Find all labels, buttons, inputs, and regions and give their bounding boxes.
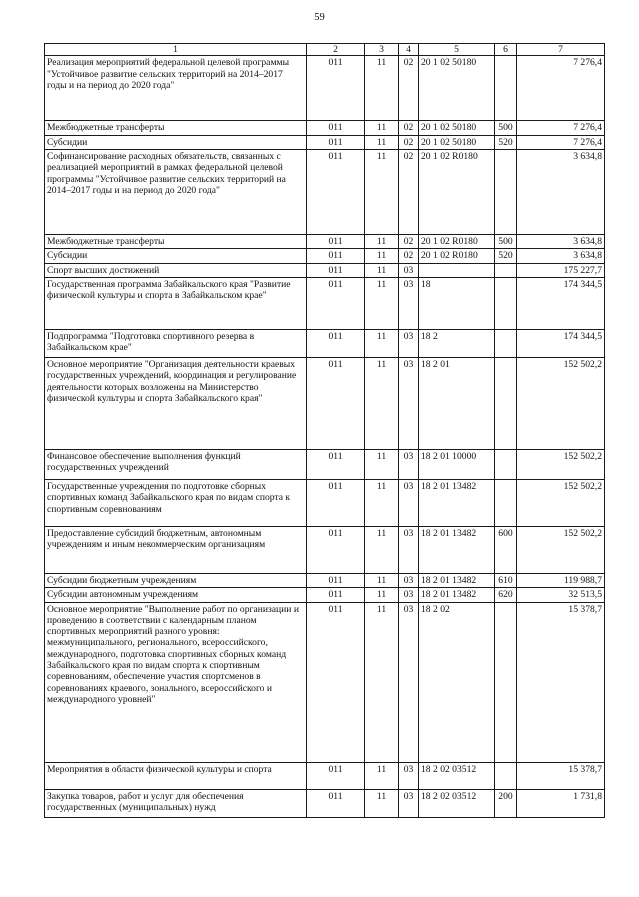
row-name-cell: Основное мероприятие "Организация деятельности краевых государственных учреждений, координация и регулирование деятельности которых возложены на Министерство физической культуры и спорта Забайкальского края"	[45, 357, 307, 449]
row-code-cell: 011	[307, 526, 365, 573]
row-vr-cell	[495, 449, 517, 479]
row-vr-cell: 520	[495, 249, 517, 263]
row-amount-cell: 119 988,7	[517, 573, 605, 587]
row-amount-cell: 3 634,8	[517, 234, 605, 248]
row-vr-cell: 500	[495, 234, 517, 248]
row-csr-cell: 20 1 02 R0180	[419, 249, 495, 263]
row-code-cell: 011	[307, 602, 365, 762]
row-code-cell: 011	[307, 277, 365, 329]
row-section-cell: 11	[365, 526, 399, 573]
row-csr-cell: 18	[419, 277, 495, 329]
row-amount-cell: 174 344,5	[517, 277, 605, 329]
row-vr-cell	[495, 56, 517, 121]
table-row	[45, 762, 605, 789]
row-vr-cell: 610	[495, 573, 517, 587]
row-csr-cell	[419, 263, 495, 277]
row-subsection-cell: 02	[399, 249, 419, 263]
row-amount-cell: 7 276,4	[517, 121, 605, 135]
row-name-cell: Государственная программа Забайкальского края "Развитие физической культуры и спорта в Забайкальском крае"	[45, 277, 307, 329]
row-name-cell: Субсидии бюджетным учреждениям	[45, 573, 307, 587]
row-amount-cell: 3 634,8	[517, 149, 605, 234]
row-code-cell: 011	[307, 149, 365, 234]
row-section-cell: 11	[365, 602, 399, 762]
table-header-row	[45, 44, 605, 56]
row-vr-cell	[495, 263, 517, 277]
row-code-cell: 011	[307, 789, 365, 817]
row-csr-cell: 20 1 02 50180	[419, 56, 495, 121]
row-name-cell: Финансовое обеспечение выполнения функций государственных учреждений	[45, 449, 307, 479]
table-row	[45, 263, 605, 277]
table-row	[45, 357, 605, 449]
col-code-header: 2	[307, 44, 365, 56]
table-row	[45, 789, 605, 817]
row-vr-cell: 520	[495, 135, 517, 149]
row-csr-cell: 18 2 01 13482	[419, 588, 495, 602]
row-csr-cell: 18 2 02 03512	[419, 789, 495, 817]
row-section-cell: 11	[365, 121, 399, 135]
row-csr-cell: 18 2 02	[419, 602, 495, 762]
row-amount-cell: 152 502,2	[517, 449, 605, 479]
col-subsection-header: 4	[399, 44, 419, 56]
row-code-cell: 011	[307, 588, 365, 602]
row-amount-cell: 175 227,7	[517, 263, 605, 277]
row-vr-cell	[495, 357, 517, 449]
row-code-cell: 011	[307, 329, 365, 357]
col-amount-header: 7	[517, 44, 605, 56]
row-name-cell: Мероприятия в области физической культуры и спорта	[45, 762, 307, 789]
row-code-cell: 011	[307, 573, 365, 587]
row-csr-cell: 20 1 02 50180	[419, 135, 495, 149]
table-row	[45, 602, 605, 762]
table-row	[45, 449, 605, 479]
row-amount-cell: 15 378,7	[517, 762, 605, 789]
row-section-cell: 11	[365, 357, 399, 449]
row-name-cell: Спорт высших достижений	[45, 263, 307, 277]
row-csr-cell: 18 2 01	[419, 357, 495, 449]
row-section-cell: 11	[365, 234, 399, 248]
row-subsection-cell: 03	[399, 329, 419, 357]
table-row	[45, 573, 605, 587]
col-vr-header: 6	[495, 44, 517, 56]
col-csr-header: 5	[419, 44, 495, 56]
col-name-header: 1	[45, 44, 307, 56]
row-vr-cell: 620	[495, 588, 517, 602]
row-section-cell: 11	[365, 263, 399, 277]
row-code-cell: 011	[307, 121, 365, 135]
row-section-cell: 11	[365, 249, 399, 263]
row-name-cell: Межбюджетные трансферты	[45, 121, 307, 135]
table-row	[45, 526, 605, 573]
row-subsection-cell: 03	[399, 263, 419, 277]
row-code-cell: 011	[307, 135, 365, 149]
row-amount-cell: 1 731,8	[517, 789, 605, 817]
row-code-cell: 011	[307, 263, 365, 277]
row-code-cell: 011	[307, 234, 365, 248]
row-amount-cell: 152 502,2	[517, 479, 605, 526]
row-code-cell: 011	[307, 762, 365, 789]
page-number: 59	[314, 12, 325, 23]
row-section-cell: 11	[365, 789, 399, 817]
row-name-cell: Софинансирование расходных обязательств, связанных с реализацией мероприятий в рамках федеральной целевой программы "Устойчивое развитие сельских территорий на 2014–2017 годы и на период до 2020 года"	[45, 149, 307, 234]
row-subsection-cell: 02	[399, 135, 419, 149]
row-name-cell: Подпрограмма "Подготовка спортивного резерва в Забайкальском крае"	[45, 329, 307, 357]
row-subsection-cell: 02	[399, 121, 419, 135]
row-amount-cell: 32 513,5	[517, 588, 605, 602]
row-name-cell: Реализация мероприятий федеральной целевой программы "Устойчивое развитие сельских территорий на 2014–2017 годы и на период до 2020 года"	[45, 56, 307, 121]
row-vr-cell	[495, 149, 517, 234]
row-csr-cell: 20 1 02 R0180	[419, 149, 495, 234]
row-code-cell: 011	[307, 249, 365, 263]
row-subsection-cell: 03	[399, 449, 419, 479]
row-code-cell: 011	[307, 449, 365, 479]
row-section-cell: 11	[365, 277, 399, 329]
row-vr-cell	[495, 602, 517, 762]
row-csr-cell: 18 2	[419, 329, 495, 357]
row-csr-cell: 20 1 02 50180	[419, 121, 495, 135]
table-row	[45, 277, 605, 329]
row-csr-cell: 18 2 01 10000	[419, 449, 495, 479]
row-subsection-cell: 03	[399, 789, 419, 817]
row-subsection-cell: 03	[399, 762, 419, 789]
row-amount-cell: 7 276,4	[517, 135, 605, 149]
row-code-cell: 011	[307, 56, 365, 121]
row-vr-cell	[495, 277, 517, 329]
row-subsection-cell: 02	[399, 56, 419, 121]
row-vr-cell: 200	[495, 789, 517, 817]
row-subsection-cell: 02	[399, 149, 419, 234]
row-csr-cell: 20 1 02 R0180	[419, 234, 495, 248]
row-section-cell: 11	[365, 56, 399, 121]
row-subsection-cell: 03	[399, 277, 419, 329]
table-row	[45, 149, 605, 234]
row-amount-cell: 152 502,2	[517, 357, 605, 449]
table-body	[45, 56, 605, 817]
row-vr-cell	[495, 479, 517, 526]
row-subsection-cell: 03	[399, 357, 419, 449]
row-name-cell: Закупка товаров, работ и услуг для обеспечения государственных (муниципальных) нужд	[45, 789, 307, 817]
row-amount-cell: 15 378,7	[517, 602, 605, 762]
row-csr-cell: 18 2 01 13482	[419, 573, 495, 587]
table-row	[45, 135, 605, 149]
row-vr-cell: 500	[495, 121, 517, 135]
row-vr-cell: 600	[495, 526, 517, 573]
row-section-cell: 11	[365, 329, 399, 357]
row-section-cell: 11	[365, 479, 399, 526]
row-section-cell: 11	[365, 762, 399, 789]
row-csr-cell: 18 2 01 13482	[419, 479, 495, 526]
table-row	[45, 234, 605, 248]
table-row	[45, 56, 605, 121]
table-row	[45, 329, 605, 357]
row-section-cell: 11	[365, 135, 399, 149]
row-csr-cell: 18 2 01 13482	[419, 526, 495, 573]
table-row	[45, 479, 605, 526]
row-vr-cell	[495, 762, 517, 789]
row-amount-cell: 174 344,5	[517, 329, 605, 357]
row-subsection-cell: 03	[399, 526, 419, 573]
row-section-cell: 11	[365, 449, 399, 479]
row-name-cell: Субсидии	[45, 135, 307, 149]
col-section-header: 3	[365, 44, 399, 56]
row-csr-cell: 18 2 02 03512	[419, 762, 495, 789]
row-amount-cell: 3 634,8	[517, 249, 605, 263]
row-subsection-cell: 03	[399, 588, 419, 602]
row-subsection-cell: 03	[399, 573, 419, 587]
row-name-cell: Государственные учреждения по подготовке сборных спортивных команд Забайкальского края по видам спорта к спортивным соревнованиям	[45, 479, 307, 526]
row-section-cell: 11	[365, 149, 399, 234]
row-code-cell: 011	[307, 357, 365, 449]
row-section-cell: 11	[365, 573, 399, 587]
budget-table	[44, 43, 605, 818]
row-name-cell: Субсидии автономным учреждениям	[45, 588, 307, 602]
row-code-cell: 011	[307, 479, 365, 526]
table-row	[45, 588, 605, 602]
row-subsection-cell: 02	[399, 234, 419, 248]
row-name-cell: Предоставление субсидий бюджетным, автономным учреждениям и иным некоммерческим организациям	[45, 526, 307, 573]
row-name-cell: Межбюджетные трансферты	[45, 234, 307, 248]
table-row	[45, 121, 605, 135]
row-amount-cell: 152 502,2	[517, 526, 605, 573]
row-subsection-cell: 03	[399, 479, 419, 526]
row-name-cell: Основное мероприятие "Выполнение работ по организации и проведению в соответствии с календарным планом спортивных мероприятий разного уровня: межмуниципального, регионального, всероссийского, международного, подготовка спортивных сборных команд Забайкальского края по видам спорта к спортивным соревнованиям, обеспечение участия спортсменов в соревнованиях краевого, зонального, всероссийского и международного уровней"	[45, 602, 307, 762]
row-vr-cell	[495, 329, 517, 357]
row-subsection-cell: 03	[399, 602, 419, 762]
row-amount-cell: 7 276,4	[517, 56, 605, 121]
row-section-cell: 11	[365, 588, 399, 602]
table-row	[45, 249, 605, 263]
row-name-cell: Субсидии	[45, 249, 307, 263]
